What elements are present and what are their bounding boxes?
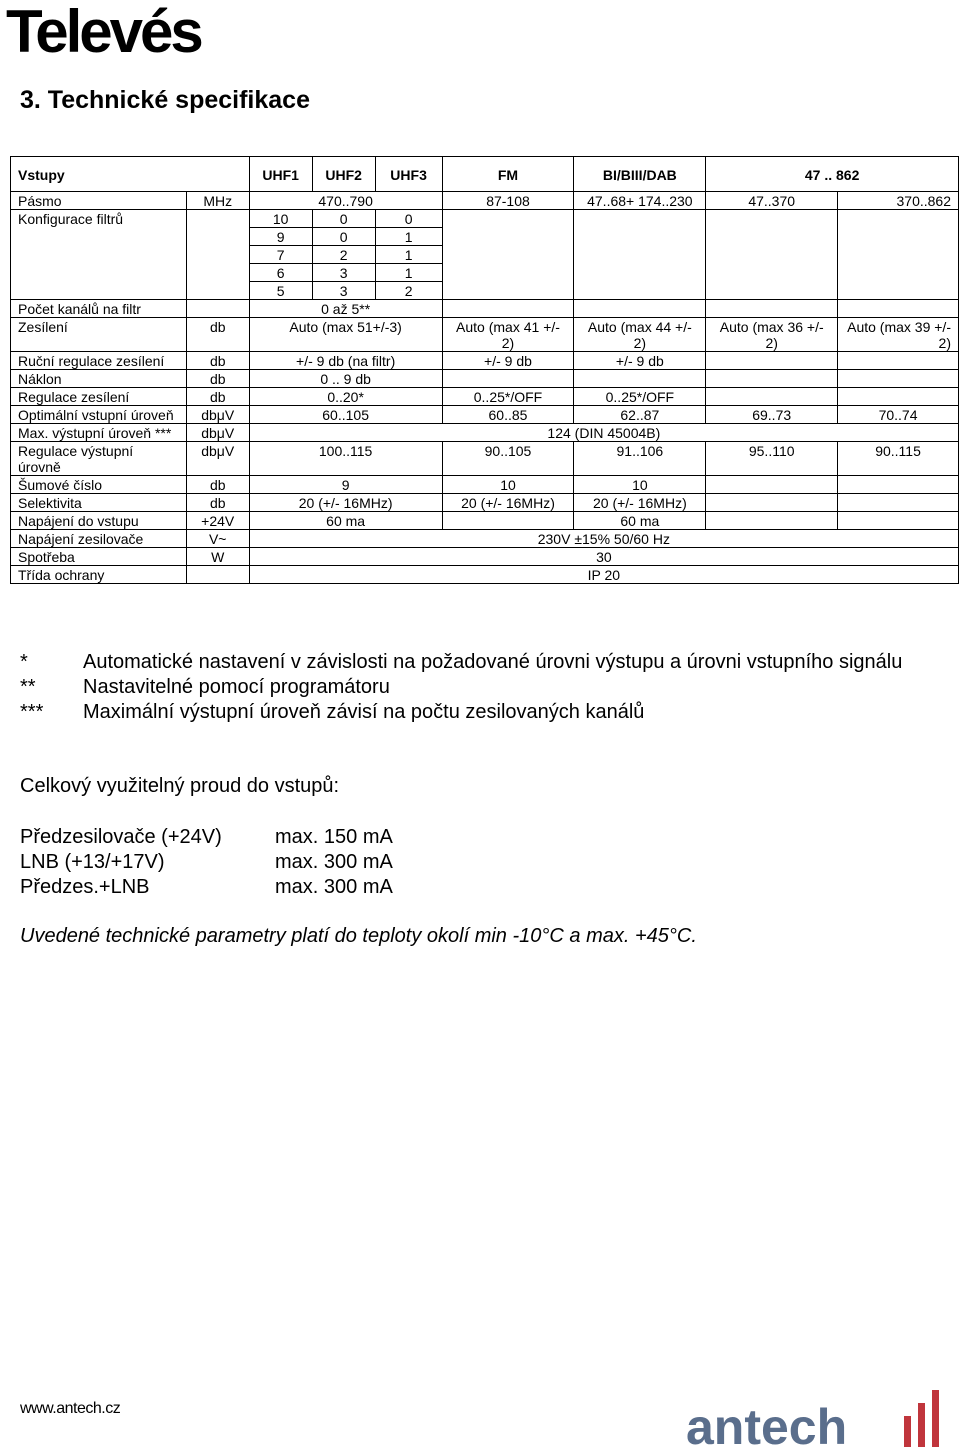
cell-uhf1: 5 [249, 282, 312, 300]
cell-47-370: 95..110 [706, 442, 838, 476]
row-filtry-5 [11, 282, 959, 300]
cell-all: 30 [249, 548, 958, 566]
row-unit: db [186, 494, 249, 512]
supply-value: max. 300 mA [275, 851, 393, 873]
cell-uhf: +/- 9 db (na filtr) [249, 352, 442, 370]
row-unit: db [186, 370, 249, 388]
cell-370-862: 370..862 [838, 192, 959, 210]
cell-dab: 20 (+/- 16MHz) [574, 494, 706, 512]
note-item [20, 700, 913, 725]
cell-fm: 10 [442, 476, 574, 494]
antech-logo-text: antech [686, 1399, 848, 1450]
cell-uhf: 470..790 [249, 192, 442, 210]
row-label: Napájení do vstupu [11, 512, 187, 530]
row-unit: V~ [186, 530, 249, 548]
row-label: Počet kanálů na filtr [11, 300, 187, 318]
row-unit: W [186, 548, 249, 566]
cell-uhf: 60 ma [249, 512, 442, 530]
row-trida [11, 566, 959, 584]
row-unit: dbμV [186, 442, 249, 476]
cell-uhf2: 0 [312, 228, 375, 246]
row-label: Zesílení [11, 318, 187, 352]
header-fm: FM [442, 157, 574, 192]
row-filtry-4 [11, 264, 959, 282]
cell-370-862: 70..74 [838, 406, 959, 424]
row-label: Pásmo [11, 192, 187, 210]
supply-label: Předzes.+LNB [20, 876, 150, 898]
supply-list [20, 825, 393, 900]
row-label: Selektivita [11, 494, 187, 512]
header-dab: BI/BIII/DAB [574, 157, 706, 192]
cell-fm: 87-108 [442, 192, 574, 210]
cell-uhf: 0 až 5** [249, 300, 442, 318]
cell-dab: 60 ma [574, 512, 706, 530]
cell-fm: 90..105 [442, 442, 574, 476]
cell-uhf3: 1 [375, 264, 442, 282]
row-filtry-3 [11, 246, 959, 264]
row-zesileni [11, 318, 959, 352]
supply-title: Celkový využitelný proud do vstupů: [20, 775, 340, 797]
note-text: Nastavitelné pomocí programátoru [83, 676, 390, 698]
cell-dab: 91..106 [574, 442, 706, 476]
row-unit: db [186, 476, 249, 494]
row-label: Regulace zesílení [11, 388, 187, 406]
cell-all: 124 (DIN 45004B) [249, 424, 958, 442]
footnotes [20, 650, 913, 725]
cell-370-862: Auto (max 39 +/- 2) [838, 318, 959, 352]
cell-47-370: Auto (max 36 +/- 2) [706, 318, 838, 352]
cell-uhf3: 0 [375, 210, 442, 228]
row-unit: dbμV [186, 406, 249, 424]
cell-47-370: 69..73 [706, 406, 838, 424]
supply-label: Předzesilovače (+24V) [20, 826, 222, 848]
row-regulace [11, 388, 959, 406]
cell-uhf1: 6 [249, 264, 312, 282]
row-optimalni [11, 406, 959, 424]
header-uhf1: UHF1 [249, 157, 312, 192]
note-text: Maximální výstupní úroveň závisí na počtu zesilovaných kanálů [83, 701, 645, 723]
note-mark: *** [20, 701, 44, 723]
cell-dab [574, 210, 706, 228]
row-spotreba [11, 548, 959, 566]
row-max [11, 424, 959, 442]
spec-table [10, 156, 959, 584]
cell-dab: +/- 9 db [574, 352, 706, 370]
logo-bar [904, 1416, 911, 1447]
cell-uhf: 0 .. 9 db [249, 370, 442, 388]
cell-uhf1: 10 [249, 210, 312, 228]
supply-value: max. 150 mA [275, 826, 393, 848]
row-unit: MHz [186, 192, 249, 210]
row-unit: +24V [186, 512, 249, 530]
header-47-862: 47 .. 862 [706, 157, 959, 192]
cell-uhf1: 9 [249, 228, 312, 246]
row-label: Konfigurace filtrů [11, 210, 187, 228]
row-filtry-2 [11, 228, 959, 246]
cell-dab: 62..87 [574, 406, 706, 424]
note-text: Automatické nastavení v závislosti na požadované úrovni výstupu a úrovni vstupního signálu [83, 651, 903, 673]
cell-uhf1: 7 [249, 246, 312, 264]
row-unit [186, 210, 249, 228]
cell-47-370 [706, 210, 838, 228]
page-title: 3. Technické specifikace [20, 86, 310, 114]
header-uhf3: UHF3 [375, 157, 442, 192]
cell-370-862: 90..115 [838, 442, 959, 476]
row-unit: db [186, 388, 249, 406]
footer-url: www.antech.cz [20, 1400, 121, 1417]
cell-dab: 10 [574, 476, 706, 494]
row-regvystup [11, 442, 959, 476]
supply-value: max. 300 mA [275, 876, 393, 898]
row-label: Max. výstupní úroveň *** [11, 424, 187, 442]
cell-uhf: 60..105 [249, 406, 442, 424]
row-unit: dbμV [186, 424, 249, 442]
row-label: Šumové číslo [11, 476, 187, 494]
logo-bar [932, 1390, 939, 1447]
cell-all: IP 20 [249, 566, 958, 584]
cell-uhf3: 1 [375, 228, 442, 246]
cell-uhf3: 2 [375, 282, 442, 300]
temperature-note: Uvedené technické parametry platí do teploty okolí min -10°C a max. +45°C. [20, 925, 697, 947]
antech-logo [686, 1390, 950, 1450]
cell-fm [442, 210, 574, 228]
row-selektivita [11, 494, 959, 512]
logo-bar [918, 1403, 925, 1447]
row-pasmo [11, 192, 959, 210]
cell-uhf3: 1 [375, 246, 442, 264]
cell-uhf2: 3 [312, 264, 375, 282]
row-naklon [11, 370, 959, 388]
televes-logo: Televés [6, 0, 201, 65]
row-rucni [11, 352, 959, 370]
row-sumove [11, 476, 959, 494]
row-pocet [11, 300, 959, 318]
note-item [20, 650, 913, 675]
cell-dab: 0..25*/OFF [574, 388, 706, 406]
cell-uhf: 100..115 [249, 442, 442, 476]
row-label: Napájení zesilovače [11, 530, 187, 548]
row-label: Náklon [11, 370, 187, 388]
note-item [20, 675, 913, 700]
cell-fm: 20 (+/- 16MHz) [442, 494, 574, 512]
cell-47-370: 47..370 [706, 192, 838, 210]
supply-label: LNB (+13/+17V) [20, 851, 165, 873]
cell-fm: Auto (max 41 +/- 2) [442, 318, 574, 352]
header-vstupy: Vstupy [11, 157, 250, 192]
cell-uhf: Auto (max 51+/-3) [249, 318, 442, 352]
row-label: Regulace výstupní úrovně [11, 442, 187, 476]
row-napajeni-zesilovace [11, 530, 959, 548]
cell-dab: Auto (max 44 +/- 2) [574, 318, 706, 352]
row-unit: db [186, 318, 249, 352]
cell-uhf: 0..20* [249, 388, 442, 406]
cell-uhf2: 3 [312, 282, 375, 300]
supply-item [20, 825, 393, 850]
row-label: Třída ochrany [11, 566, 187, 584]
cell-uhf: 20 (+/- 16MHz) [249, 494, 442, 512]
supply-item [20, 850, 393, 875]
cell-fm: 0..25*/OFF [442, 388, 574, 406]
row-label: Ruční regulace zesílení [11, 352, 187, 370]
note-mark: * [20, 651, 28, 673]
row-unit: db [186, 352, 249, 370]
cell-fm: 60..85 [442, 406, 574, 424]
supply-item [20, 875, 393, 900]
cell-370-862 [838, 210, 959, 228]
cell-uhf: 9 [249, 476, 442, 494]
row-napajeni-vstup [11, 512, 959, 530]
cell-all: 230V ±15% 50/60 Hz [249, 530, 958, 548]
header-uhf2: UHF2 [312, 157, 375, 192]
row-label: Optimální vstupní úroveň [11, 406, 187, 424]
cell-uhf2: 0 [312, 210, 375, 228]
row-filtry [11, 210, 959, 228]
cell-uhf2: 2 [312, 246, 375, 264]
cell-dab: 47..68+ 174..230 [574, 192, 706, 210]
row-label: Spotřeba [11, 548, 187, 566]
cell-fm: +/- 9 db [442, 352, 574, 370]
note-mark: ** [20, 676, 36, 698]
table-header-row [11, 157, 959, 192]
